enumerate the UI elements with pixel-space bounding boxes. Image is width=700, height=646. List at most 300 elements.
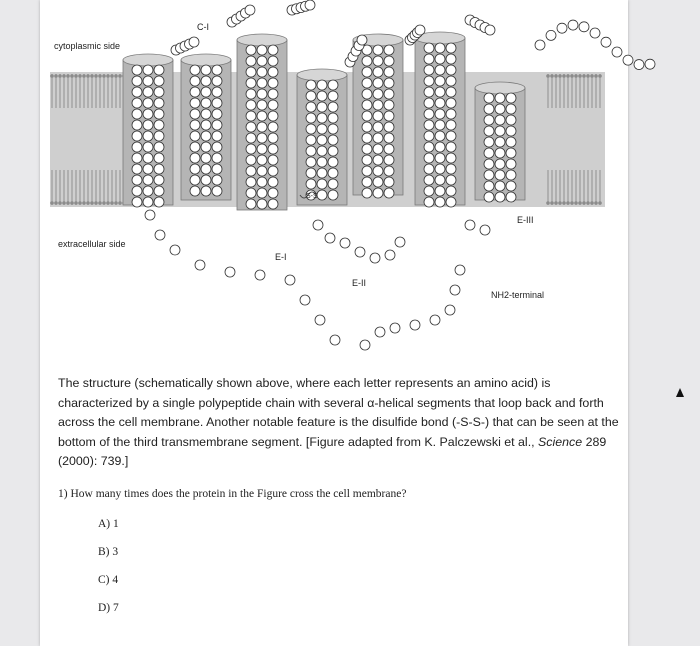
answer-option-a[interactable]: A) 1 <box>98 518 119 530</box>
residue-bead <box>362 56 372 66</box>
residue-bead <box>154 164 164 174</box>
residue-bead <box>435 197 445 207</box>
residue-bead <box>246 155 256 165</box>
residue-bead <box>257 144 267 154</box>
residue-bead <box>257 56 267 66</box>
residue-bead <box>424 164 434 174</box>
residue-bead <box>257 155 267 165</box>
residue-bead <box>154 76 164 86</box>
residue-bead <box>132 120 142 130</box>
residue-bead <box>143 65 153 75</box>
residue-bead <box>410 320 420 330</box>
residue-bead <box>257 78 267 88</box>
residue-bead <box>384 166 394 176</box>
residue-bead <box>212 120 222 130</box>
residue-bead <box>424 186 434 196</box>
residue-bead <box>306 157 316 167</box>
residue-bead <box>328 102 338 112</box>
residue-bead <box>495 115 505 125</box>
residue-bead <box>268 166 278 176</box>
residue-bead <box>132 65 142 75</box>
residue-bead <box>370 253 380 263</box>
residue-bead <box>143 131 153 141</box>
residue-bead <box>375 327 385 337</box>
residue-bead <box>201 153 211 163</box>
residue-bead <box>246 166 256 176</box>
residue-bead <box>445 305 455 315</box>
residue-bead <box>212 186 222 196</box>
residue-bead <box>317 102 327 112</box>
residue-bead <box>373 188 383 198</box>
residue-bead <box>373 56 383 66</box>
residue-bead <box>362 89 372 99</box>
residue-bead <box>201 120 211 130</box>
residue-bead <box>201 98 211 108</box>
residue-bead <box>257 133 267 143</box>
residue-bead <box>143 186 153 196</box>
loop-label-e1: E-I <box>275 252 287 262</box>
residue-bead <box>132 142 142 152</box>
residue-bead <box>317 157 327 167</box>
residue-bead <box>154 65 164 75</box>
residue-bead <box>506 148 516 158</box>
residue-bead <box>384 122 394 132</box>
residue-bead <box>506 104 516 114</box>
residue-bead <box>306 179 316 189</box>
residue-bead <box>143 197 153 207</box>
residue-bead <box>446 76 456 86</box>
residue-bead <box>424 98 434 108</box>
residue-bead <box>384 133 394 143</box>
residue-bead <box>506 181 516 191</box>
caption-journal: Science <box>538 434 583 449</box>
residue-bead <box>190 87 200 97</box>
residue-bead <box>424 120 434 130</box>
residue-bead <box>435 87 445 97</box>
residue-bead <box>446 98 456 108</box>
figure-caption <box>58 374 620 472</box>
residue-bead <box>212 175 222 185</box>
residue-bead <box>435 54 445 64</box>
residue-bead <box>484 159 494 169</box>
residue-bead <box>328 80 338 90</box>
residue-bead <box>268 155 278 165</box>
extracellular-side-label: extracellular side <box>58 239 126 249</box>
residue-bead <box>384 177 394 187</box>
residue-bead <box>446 87 456 97</box>
residue-bead <box>506 137 516 147</box>
residue-bead <box>390 323 400 333</box>
residue-bead <box>424 153 434 163</box>
residue-bead <box>485 25 495 35</box>
residue-bead <box>435 98 445 108</box>
residue-bead <box>455 265 465 275</box>
residue-bead <box>506 115 516 125</box>
residue-bead <box>590 28 600 38</box>
residue-bead <box>246 89 256 99</box>
residue-bead <box>373 177 383 187</box>
residue-bead <box>446 186 456 196</box>
residue-bead <box>484 104 494 114</box>
residue-bead <box>446 175 456 185</box>
residue-bead <box>328 135 338 145</box>
residue-bead <box>424 142 434 152</box>
helix-cap <box>475 82 525 94</box>
residue-bead <box>384 144 394 154</box>
residue-bead <box>484 93 494 103</box>
residue-bead <box>484 192 494 202</box>
residue-bead <box>246 188 256 198</box>
residue-bead <box>145 210 155 220</box>
residue-bead <box>190 186 200 196</box>
residue-bead <box>495 159 505 169</box>
residue-bead <box>132 197 142 207</box>
residue-bead <box>484 126 494 136</box>
residue-bead <box>190 76 200 86</box>
residue-bead <box>465 220 475 230</box>
residue-bead <box>212 131 222 141</box>
residue-bead <box>373 111 383 121</box>
residue-bead <box>268 89 278 99</box>
residue-bead <box>306 91 316 101</box>
residue-bead <box>506 192 516 202</box>
loop-label-c1: C-I <box>197 22 209 32</box>
residue-bead <box>154 197 164 207</box>
residue-bead <box>306 113 316 123</box>
caption-citation: 289 (2000): 739.] <box>58 434 607 468</box>
residue-bead <box>268 188 278 198</box>
residue-bead <box>143 175 153 185</box>
residue-bead <box>306 124 316 134</box>
residue-bead <box>362 122 372 132</box>
residue-bead <box>634 60 644 70</box>
residue-bead <box>154 87 164 97</box>
residue-bead <box>190 175 200 185</box>
residue-bead <box>268 133 278 143</box>
residue-bead <box>143 142 153 152</box>
residue-bead <box>246 122 256 132</box>
residue-bead <box>424 131 434 141</box>
residue-bead <box>446 54 456 64</box>
residue-bead <box>373 155 383 165</box>
residue-bead <box>132 87 142 97</box>
residue-bead <box>384 155 394 165</box>
residue-bead <box>190 142 200 152</box>
residue-bead <box>315 315 325 325</box>
residue-bead <box>257 111 267 121</box>
residue-bead <box>495 192 505 202</box>
residue-bead <box>373 144 383 154</box>
residue-bead <box>424 54 434 64</box>
residue-bead <box>362 100 372 110</box>
residue-bead <box>484 181 494 191</box>
residue-bead <box>190 131 200 141</box>
residue-bead <box>446 65 456 75</box>
residue-bead <box>362 133 372 143</box>
residue-bead <box>246 67 256 77</box>
residue-bead <box>435 43 445 53</box>
residue-bead <box>328 91 338 101</box>
residue-bead <box>446 197 456 207</box>
residue-bead <box>446 131 456 141</box>
residue-bead <box>317 124 327 134</box>
residue-bead <box>435 175 445 185</box>
residue-bead <box>155 230 165 240</box>
residue-bead <box>362 177 372 187</box>
residue-bead <box>480 225 490 235</box>
residue-bead <box>257 45 267 55</box>
residue-bead <box>246 111 256 121</box>
residue-bead <box>506 159 516 169</box>
residue-bead <box>132 109 142 119</box>
residue-bead <box>317 190 327 200</box>
residue-bead <box>330 335 340 345</box>
residue-bead <box>362 166 372 176</box>
residue-bead <box>506 93 516 103</box>
residue-bead <box>132 98 142 108</box>
residue-bead <box>328 113 338 123</box>
residue-bead <box>132 76 142 86</box>
answer-option-c[interactable]: C) 4 <box>98 574 119 586</box>
residue-bead <box>557 23 567 33</box>
residue-bead <box>435 65 445 75</box>
residue-bead <box>201 109 211 119</box>
residue-bead <box>362 144 372 154</box>
residue-bead <box>373 45 383 55</box>
residue-bead <box>143 109 153 119</box>
answer-option-b[interactable]: B) 3 <box>98 546 119 558</box>
caption-text: The structure (schematically shown above, where each letter represents an amino acid) is characterized by a single polypeptide chain with several α-helical segments that loop back and forth across the cell membrane. Another notable feature is the disulfide bond (-S-S-) that can be seen at the bottom of the third transmembrane segment. [Figure adapted from K. Palczewski et al., <box>58 376 619 449</box>
residue-bead <box>212 76 222 86</box>
residue-bead <box>268 78 278 88</box>
residue-bead <box>601 37 611 47</box>
residue-bead <box>446 109 456 119</box>
loop-label-e2: E-II <box>352 278 367 288</box>
residue-bead <box>201 131 211 141</box>
residue-bead <box>395 237 405 247</box>
residue-bead <box>506 170 516 180</box>
residue-bead <box>154 98 164 108</box>
residue-bead <box>257 122 267 132</box>
residue-bead <box>384 78 394 88</box>
residue-bead <box>495 181 505 191</box>
residue-bead <box>450 285 460 295</box>
residue-bead <box>190 120 200 130</box>
residue-bead <box>317 80 327 90</box>
residue-bead <box>373 122 383 132</box>
residue-bead <box>132 175 142 185</box>
residue-bead <box>424 43 434 53</box>
residue-bead <box>373 78 383 88</box>
nh2-terminal-label: NH2-terminal <box>491 290 545 300</box>
residue-bead <box>212 153 222 163</box>
residue-bead <box>446 43 456 53</box>
residue-bead <box>306 135 316 145</box>
residue-bead <box>190 65 200 75</box>
residue-bead <box>154 120 164 130</box>
question-text: 1) How many times does the protein in the Figure cross the cell membrane? <box>58 488 407 500</box>
residue-bead <box>190 153 200 163</box>
residue-bead <box>246 45 256 55</box>
residue-bead <box>212 87 222 97</box>
residue-bead <box>373 100 383 110</box>
residue-bead <box>154 142 164 152</box>
helix-cap <box>297 69 347 81</box>
residue-bead <box>384 56 394 66</box>
residue-bead <box>317 168 327 178</box>
residue-bead <box>355 247 365 257</box>
residue-bead <box>317 135 327 145</box>
residue-bead <box>446 164 456 174</box>
residue-bead <box>212 142 222 152</box>
residue-bead <box>306 146 316 156</box>
residue-bead <box>373 133 383 143</box>
residue-bead <box>190 109 200 119</box>
residue-bead <box>132 164 142 174</box>
residue-bead <box>317 179 327 189</box>
residue-bead <box>212 164 222 174</box>
residue-bead <box>245 5 255 15</box>
residue-bead <box>328 157 338 167</box>
residue-bead <box>257 188 267 198</box>
residue-bead <box>495 126 505 136</box>
residue-bead <box>201 175 211 185</box>
residue-bead <box>143 98 153 108</box>
residue-bead <box>384 45 394 55</box>
residue-bead <box>201 65 211 75</box>
residue-bead <box>268 144 278 154</box>
residue-bead <box>362 78 372 88</box>
residue-bead <box>435 186 445 196</box>
residue-bead <box>317 91 327 101</box>
residue-bead <box>255 270 265 280</box>
residue-bead <box>143 153 153 163</box>
residue-bead <box>268 177 278 187</box>
residue-bead <box>385 250 395 260</box>
residue-bead <box>306 102 316 112</box>
residue-bead <box>645 59 655 69</box>
residue-bead <box>506 126 516 136</box>
residue-bead <box>328 190 338 200</box>
residue-bead <box>328 124 338 134</box>
loop-label-e3: E-III <box>517 215 534 225</box>
residue-bead <box>154 131 164 141</box>
disulfide-bond-label: S-S <box>306 193 318 200</box>
residue-bead <box>328 168 338 178</box>
residue-bead <box>246 199 256 209</box>
residue-bead <box>201 87 211 97</box>
residue-bead <box>546 30 556 40</box>
residue-bead <box>143 120 153 130</box>
residue-bead <box>317 146 327 156</box>
residue-bead <box>212 98 222 108</box>
residue-bead <box>246 100 256 110</box>
residue-bead <box>268 111 278 121</box>
residue-bead <box>446 142 456 152</box>
residue-bead <box>305 0 315 10</box>
residue-bead <box>257 199 267 209</box>
residue-bead <box>257 177 267 187</box>
residue-bead <box>424 65 434 75</box>
residue-bead <box>384 89 394 99</box>
residue-bead <box>495 148 505 158</box>
residue-bead <box>306 168 316 178</box>
residue-bead <box>435 164 445 174</box>
residue-bead <box>212 109 222 119</box>
residue-bead <box>430 315 440 325</box>
residue-bead <box>495 170 505 180</box>
residue-bead <box>568 20 578 30</box>
residue-bead <box>384 188 394 198</box>
residue-bead <box>495 137 505 147</box>
residue-bead <box>201 186 211 196</box>
residue-bead <box>325 233 335 243</box>
residue-bead <box>268 122 278 132</box>
residue-bead <box>257 89 267 99</box>
residue-bead <box>373 89 383 99</box>
residue-bead <box>268 56 278 66</box>
residue-bead <box>212 65 222 75</box>
residue-bead <box>190 164 200 174</box>
residue-bead <box>424 76 434 86</box>
residue-bead <box>535 40 545 50</box>
residue-bead <box>257 67 267 77</box>
residue-bead <box>362 155 372 165</box>
residue-bead <box>300 295 310 305</box>
mouse-cursor-icon <box>676 388 684 397</box>
residue-bead <box>373 166 383 176</box>
residue-bead <box>435 131 445 141</box>
residue-bead <box>268 100 278 110</box>
residue-bead <box>132 186 142 196</box>
residue-bead <box>246 133 256 143</box>
residue-bead <box>268 199 278 209</box>
residue-bead <box>317 113 327 123</box>
residue-bead <box>154 109 164 119</box>
residue-bead <box>195 260 205 270</box>
residue-bead <box>268 45 278 55</box>
residue-bead <box>424 109 434 119</box>
residue-bead <box>446 153 456 163</box>
residue-bead <box>154 186 164 196</box>
residue-bead <box>435 109 445 119</box>
residue-bead <box>484 137 494 147</box>
residue-bead <box>384 100 394 110</box>
residue-bead <box>623 55 633 65</box>
residue-bead <box>435 142 445 152</box>
residue-bead <box>170 245 180 255</box>
residue-bead <box>201 142 211 152</box>
residue-bead <box>190 98 200 108</box>
residue-bead <box>484 148 494 158</box>
residue-bead <box>143 76 153 86</box>
residue-bead <box>484 170 494 180</box>
residue-bead <box>285 275 295 285</box>
residue-bead <box>132 153 142 163</box>
residue-bead <box>257 100 267 110</box>
residue-bead <box>373 67 383 77</box>
residue-bead <box>328 179 338 189</box>
answer-option-d[interactable]: D) 7 <box>98 602 119 614</box>
residue-bead <box>384 67 394 77</box>
residue-bead <box>225 267 235 277</box>
residue-bead <box>612 47 622 57</box>
residue-bead <box>424 175 434 185</box>
residue-bead <box>495 104 505 114</box>
helix-cap <box>237 34 287 46</box>
residue-bead <box>357 35 367 45</box>
residue-bead <box>340 238 350 248</box>
